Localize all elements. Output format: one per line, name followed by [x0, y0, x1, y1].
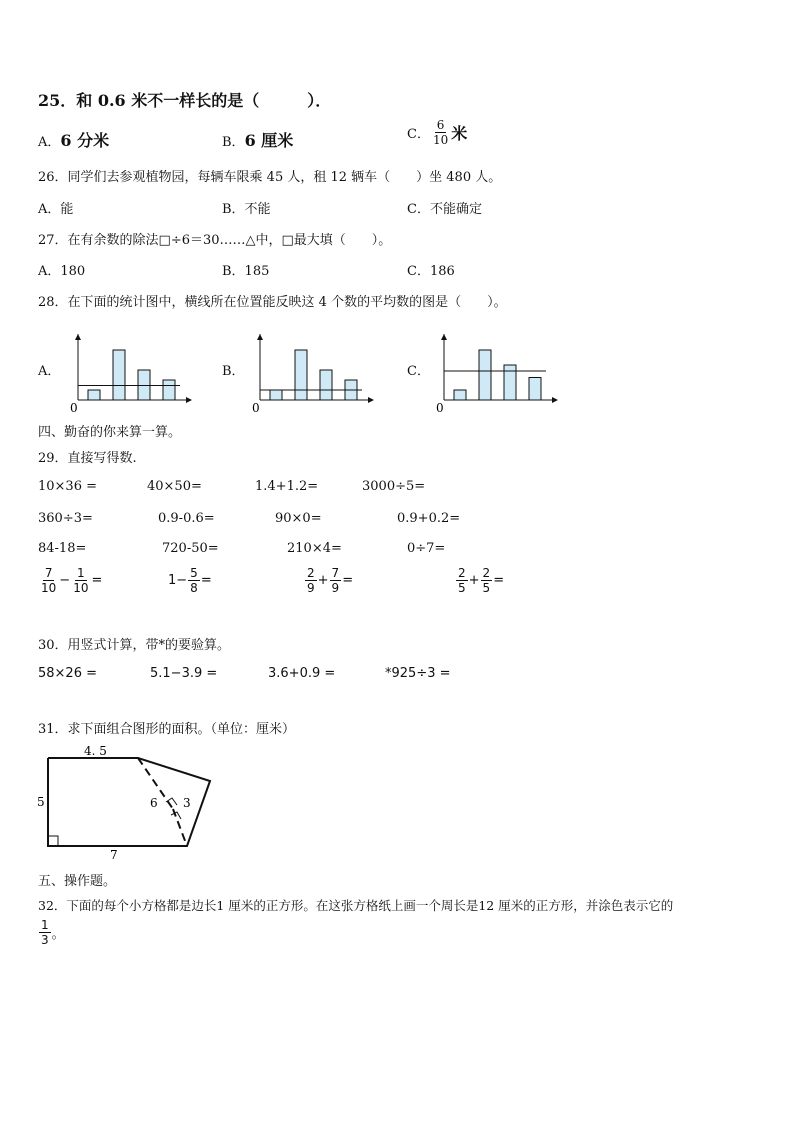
chart-bar	[163, 380, 175, 400]
right-angle-mark	[48, 836, 58, 846]
label-bottom: 7	[110, 848, 118, 862]
origin-label: 0	[252, 401, 260, 412]
option-prefix: C．	[407, 127, 430, 142]
chart-bar	[295, 350, 307, 400]
composite-figure	[30, 740, 230, 865]
q25-stem: 25．和 0.6 米不一样长的是（ ）．	[38, 91, 332, 110]
q32-fraction: $\frac{1}{3}$ 。	[41, 918, 65, 947]
dashed-height-line	[173, 809, 187, 846]
label-left: 5	[37, 795, 45, 809]
calc-item: 0.9-0.6=	[158, 511, 215, 526]
y-axis-arrow	[257, 334, 263, 340]
fraction-calc-item: $\frac{7}{10}$ − $\frac{1}{10}$ =	[41, 566, 103, 595]
bar-chart-c	[432, 330, 562, 412]
q28-option-c[interactable]: C．	[407, 364, 430, 379]
q26-stem: 26．同学们去参观植物园，每辆车限乘 45 人，租 12 辆车（ ）坐 480 人。	[38, 170, 502, 185]
calc-item: 40×50=	[147, 479, 202, 494]
calc-item: 720-50=	[162, 541, 219, 556]
calc-item: 1.4+1.2=	[255, 479, 319, 494]
x-axis-arrow	[368, 397, 374, 403]
y-axis-arrow	[75, 334, 81, 340]
chart-bar	[529, 378, 541, 401]
fraction-calc-item: $\frac{2}{5}$ + $\frac{2}{5}$ =	[458, 566, 505, 595]
chart-bar	[479, 350, 491, 400]
fraction: $\frac{6}{10}$	[432, 118, 449, 147]
section-5-heading: 五、操作题。	[38, 874, 117, 889]
q28-stem: 28．在下面的统计图中，横线所在位置能反映这 4 个数的平均数的图是（ ）。	[38, 295, 507, 310]
origin-label: 0	[70, 401, 78, 412]
calc-item: 10×36 =	[38, 479, 98, 494]
vertical-calc-item: 5.1−3.9 =	[150, 666, 218, 681]
calc-item: 84-18=	[38, 541, 87, 556]
q28-option-b[interactable]: B．	[222, 364, 245, 379]
y-axis-arrow	[441, 334, 447, 340]
calc-item: 360÷3=	[38, 511, 93, 526]
q25-option-a[interactable]	[38, 128, 109, 151]
chart-bar	[454, 390, 466, 400]
vertical-calc-item: *925÷3 =	[385, 666, 451, 681]
chart-bar	[88, 390, 100, 400]
q26-option-c[interactable]: C．不能确定	[407, 202, 482, 217]
section-4-heading: 四、勤奋的你来算一算。	[38, 425, 182, 440]
calc-item: 3000÷5=	[362, 479, 426, 494]
q31-stem: 31．求下面组合图形的面积。（单位：厘米）	[38, 722, 296, 737]
q25-option-b[interactable]	[222, 128, 293, 151]
calc-item: 0÷7=	[407, 541, 446, 556]
q26-option-b[interactable]: B．不能	[222, 202, 271, 217]
label-top: 4. 5	[84, 744, 107, 758]
q29-stem: 29．直接写得数.	[38, 451, 137, 466]
chart-bar	[504, 365, 516, 400]
chart-bar	[320, 370, 332, 400]
option-text: 6 分米	[60, 131, 110, 150]
q30-stem: 30．用竖式计算，带*的要验算。	[38, 638, 231, 653]
q27-option-b[interactable]: B．185	[222, 264, 270, 279]
label-height: 6	[150, 796, 158, 810]
chart-bar	[270, 390, 282, 400]
right-angle-mark	[166, 798, 177, 805]
q27-option-c[interactable]: C．186	[407, 264, 455, 279]
x-axis-arrow	[186, 397, 192, 403]
bar-chart-a	[66, 330, 196, 412]
label-side: 3	[183, 796, 191, 810]
x-axis-arrow	[552, 397, 558, 403]
q25-option-c[interactable]	[407, 118, 467, 147]
fraction-calc-item: 1− $\frac{5}{8}$ =	[168, 566, 212, 595]
option-unit: 米	[451, 124, 468, 143]
vertical-calc-item: 58×26 =	[38, 666, 98, 681]
option-prefix: B．	[222, 135, 245, 150]
chart-bar	[113, 350, 125, 400]
q28-option-a[interactable]: A．	[38, 364, 61, 379]
option-text: 6 厘米	[244, 131, 294, 150]
q27-stem: 27．在有余数的除法□÷6＝30……△中，□最大填（ ）。	[38, 233, 392, 248]
calc-item: 90×0=	[275, 511, 322, 526]
vertical-calc-item: 3.6+0.9 =	[268, 666, 336, 681]
q27-option-a[interactable]: A．180	[38, 264, 86, 279]
q26-option-a[interactable]: A．能	[38, 202, 74, 217]
option-prefix: A．	[38, 135, 61, 150]
bar-chart-b	[248, 330, 378, 412]
fraction-calc-item: $\frac{2}{9}$ + $\frac{7}{9}$ =	[307, 566, 354, 595]
calc-item: 210×4=	[287, 541, 342, 556]
origin-label: 0	[436, 401, 444, 412]
q32-stem: 32．下面的每个小方格都是边长1 厘米的正方形。在这张方格纸上画一个周长是12 厘米的正方形，并涂色表示它的	[38, 898, 674, 913]
calc-item: 0.9+0.2=	[397, 511, 461, 526]
